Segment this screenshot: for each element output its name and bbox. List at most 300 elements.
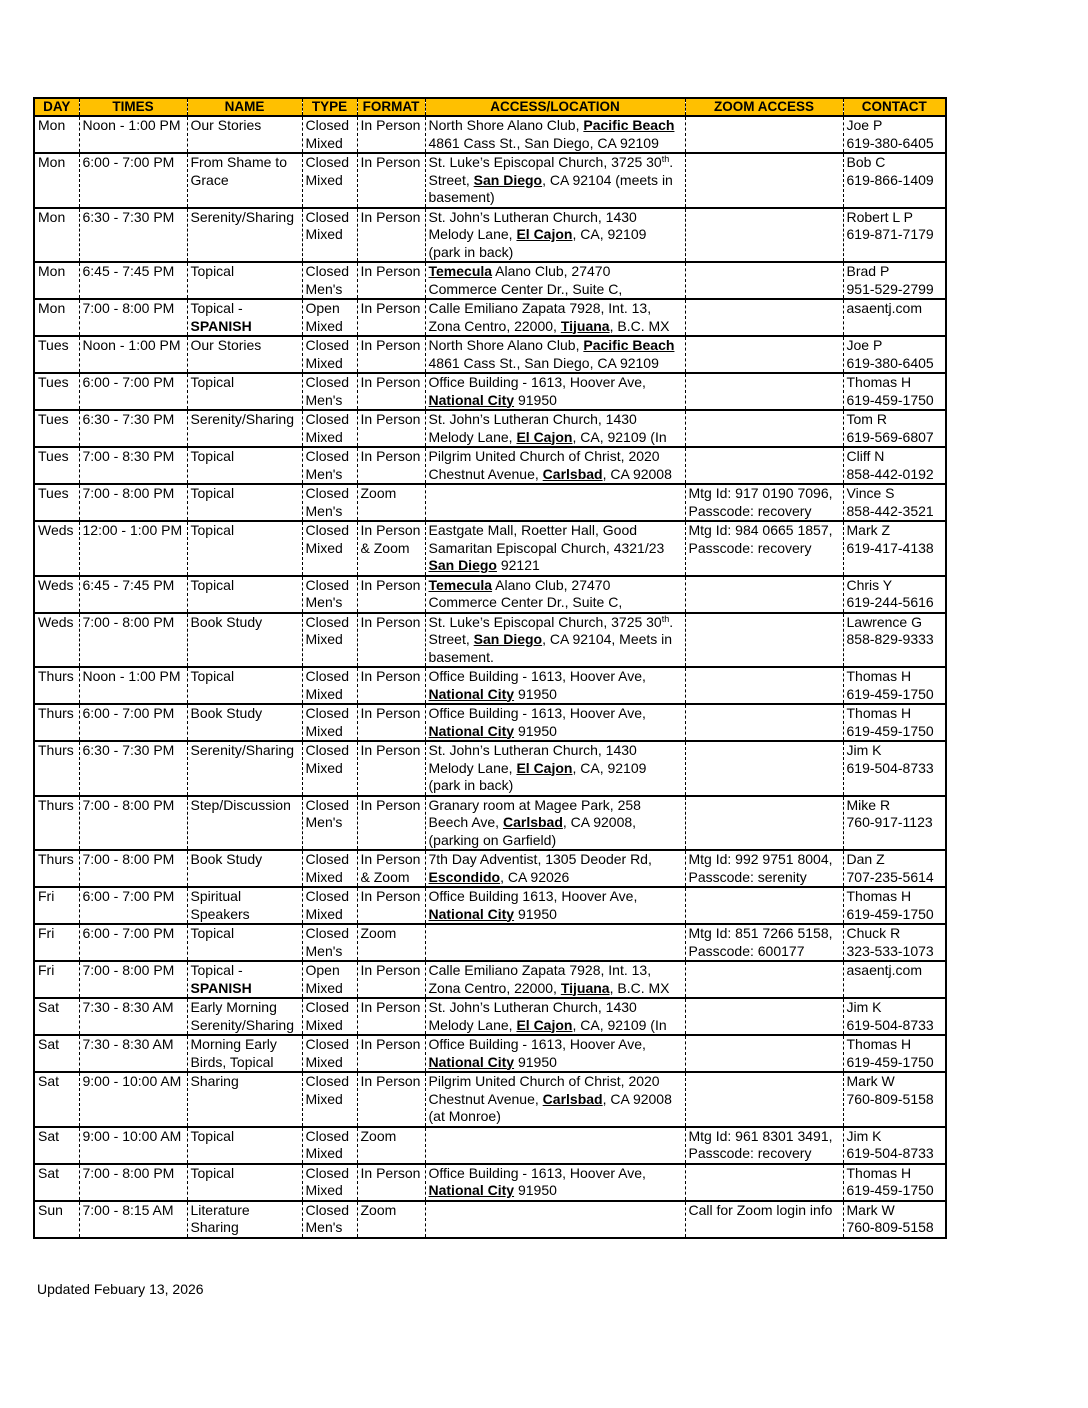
cell-line: 619-417-4138 [846,539,934,556]
table-row [34,208,946,263]
type-cell [302,208,357,263]
zoom-access-cell [685,116,843,153]
cell-line: Serenity/Sharing [190,208,295,225]
location-text: St. John’s Lutheran Church, 1430 [428,999,637,1015]
location-cell [425,116,685,153]
cell-line: Early Morning [190,999,277,1015]
location-line [429,1165,683,1183]
location-cell [425,336,685,373]
location-line [429,1108,683,1126]
contact-cell [843,796,946,851]
city-name: El Cajon [516,759,573,776]
name-cell [187,521,302,576]
cell-line: Mixed [305,428,343,445]
type-cell [302,1127,357,1164]
location-line [429,705,683,723]
cell-line: Step/Discussion [190,796,291,813]
cell-line: Mixed [305,979,343,996]
cell-line: Closed [305,154,350,170]
type-cell [302,1072,357,1127]
location-text: 91950 [514,1182,557,1198]
table-row [34,850,946,887]
cell-line: SPANISH [190,317,252,334]
name-cell [187,1127,302,1164]
type-cell [302,1035,357,1072]
cell-line: Closed [305,796,350,813]
location-cell [425,961,685,998]
location-line [429,172,683,190]
format-cell [357,208,425,263]
location-line [429,631,683,649]
cell-line: In Person [360,1036,421,1052]
format-cell [357,410,425,447]
cell-line: Closed [305,448,350,464]
zoom-access-cell [685,484,843,521]
cell-line: Zoom [360,925,397,941]
location-text: , CA 92008 [602,465,672,482]
cell-line: Mixed [305,134,343,151]
cell-line: Men's [305,502,343,519]
format-cell [357,1201,425,1238]
cell-line: 619-459-1750 [846,1182,934,1198]
cell-line: 760-809-5158 [846,1090,934,1107]
name-cell [187,373,302,410]
header-times: TIMES [79,98,187,116]
cell-line: From Shame to [190,154,287,170]
times-cell: 6:00 - 7:00 PM [79,373,187,410]
format-cell [357,850,425,887]
cell-line: Closed [305,1073,350,1089]
cell-line: Cliff N [846,448,885,464]
cell-line: 323-533-1073 [846,942,934,959]
cell-line: Mtg Id: 851 7266 5158, [688,925,833,941]
name-cell [187,613,302,668]
location-line [429,1017,683,1035]
table-row [34,667,946,704]
location-text: Melody Lane, [428,1016,517,1033]
type-cell [302,613,357,668]
cell-line: In Person [360,411,421,427]
location-cell [425,576,685,613]
cell-line: Topical [190,263,235,279]
location-text: St. John’s Lutheran Church, 1430 [428,208,637,225]
type-cell [302,998,357,1035]
location-cell [425,521,685,576]
cell-line: Serenity/Sharing [190,411,295,427]
cell-line: Topical [190,448,235,464]
location-cell [425,447,685,484]
cell-line: & Zoom [360,539,410,556]
cell-line: In Person [360,208,421,225]
day-cell: Sat [34,1164,79,1201]
type-cell [302,961,357,998]
cell-line: Zoom [360,485,397,501]
day-cell: Tues [34,484,79,521]
cell-line: Closed [305,925,350,941]
cell-line: asaentj.com [846,300,922,316]
day-cell: Sat [34,1127,79,1164]
cell-line: Passcode: recovery [688,1145,812,1161]
contact-cell [843,667,946,704]
cell-line: Mixed [305,685,343,702]
location-text: Eastgate Mall, Roetter Hall, Good [428,522,638,538]
location-text: Samaritan Episcopal Church, 4321/23 [428,539,665,556]
meeting-schedule [33,97,945,1239]
type-cell [302,667,357,704]
contact-cell [843,850,946,887]
meeting-table [33,97,947,1239]
name-cell [187,667,302,704]
day-cell: Mon [34,299,79,336]
cell-line: 760-917-1123 [846,814,933,830]
contact-cell [843,447,946,484]
cell-line: Mark W [846,1201,895,1218]
cell-line: In Person [360,796,421,813]
name-cell [187,796,302,851]
cell-line: In Person [360,851,421,867]
updated-date: Updated Febuary 13, 2026 [37,1281,204,1297]
contact-cell [843,208,946,263]
location-cell [425,1072,685,1127]
location-line [429,851,683,869]
cell-line: Zoom [360,1201,397,1218]
cell-line: Closed [305,117,350,133]
table-row [34,1201,946,1238]
header-row [34,98,946,116]
table-row [34,741,946,796]
location-line [429,742,683,760]
table-row [34,924,946,961]
cell-line: 619-866-1409 [846,171,934,188]
location-text: 7th Day Adventist, 1305 Deoder Rd, [428,851,652,867]
zoom-access-cell [685,796,843,851]
cell-line: Men's [305,942,343,959]
location-text: , B.C. MX [609,979,670,996]
cell-line: Thomas H [846,668,912,684]
location-text: 91950 [514,905,557,922]
location-cell [425,998,685,1035]
day-cell: Mon [34,116,79,153]
times-cell: 7:00 - 8:00 PM [79,613,187,668]
table-row [34,1035,946,1072]
location-line [429,1091,683,1109]
location-line [429,614,683,632]
cell-line: Men's [305,814,343,830]
location-line [429,962,683,980]
ordinal-suffix: th [661,154,670,164]
cell-line: Closed [305,613,350,630]
zoom-access-cell [685,850,843,887]
format-cell [357,924,425,961]
format-cell [357,1035,425,1072]
location-text: St. John’s Lutheran Church, 1430 [428,742,637,758]
table-row [34,576,946,613]
format-cell [357,1072,425,1127]
cell-line: Chris Y [846,576,893,593]
day-cell: Tues [34,373,79,410]
city-name: Carlsbad [542,1090,603,1107]
cell-line: Spiritual [190,888,242,904]
cell-line: Closed [305,208,350,225]
location-line [429,318,683,336]
location-cell [425,373,685,410]
name-cell [187,1072,302,1127]
cell-line: Men's [305,1219,343,1235]
contact-cell [843,576,946,613]
day-cell: Weds [34,576,79,613]
type-cell [302,410,357,447]
location-text: , CA, 92109 [572,226,647,242]
zoom-access-cell [685,1164,843,1201]
contact-cell [843,521,946,576]
cell-line: Mixed [305,631,343,647]
cell-line: Topical [190,925,235,941]
cell-line: Bob C [846,154,886,170]
zoom-access-cell [685,613,843,668]
name-cell [187,1164,302,1201]
type-cell [302,116,357,153]
name-cell [187,741,302,796]
cell-line: Passcode: serenity [688,868,807,885]
times-cell: 7:00 - 8:00 PM [79,1164,187,1201]
cell-line: Passcode: recovery [688,502,812,519]
times-cell: 9:00 - 10:00 AM [79,1127,187,1164]
location-cell [425,796,685,851]
cell-line: Closed [305,263,350,279]
location-line [429,869,683,887]
location-line [429,226,683,244]
cell-line: Robert L P [846,208,913,225]
location-cell [425,1127,685,1164]
city-name: El Cajon [516,428,573,445]
name-cell [187,208,302,263]
zoom-access-cell [685,521,843,576]
cell-line: Closed [305,411,350,427]
city-name: El Cajon [516,226,573,242]
location-text: (at Monroe) [428,1108,501,1124]
location-text: Pilgrim United Church of Christ, 2020 [428,1073,660,1089]
times-cell: 6:45 - 7:45 PM [79,262,187,299]
name-cell [187,447,302,484]
location-text: 92121 [496,557,540,573]
location-line [429,411,683,429]
type-cell [302,887,357,924]
location-cell [425,887,685,924]
location-line [429,668,683,686]
cell-line: Topical [190,485,235,501]
day-cell: Thurs [34,850,79,887]
cell-line: Thomas H [846,888,912,904]
cell-line: In Person [360,888,421,904]
type-cell [302,741,357,796]
day-cell: Sat [34,998,79,1035]
zoom-access-cell [685,299,843,336]
cell-line: Mixed [305,317,343,334]
format-cell [357,484,425,521]
cell-line: Closed [305,374,350,390]
cell-line: In Person [360,154,421,170]
contact-cell [843,1127,946,1164]
location-line [429,244,683,262]
cell-line: Mixed [305,226,343,242]
times-cell: 6:30 - 7:30 PM [79,741,187,796]
times-cell: 6:00 - 7:00 PM [79,704,187,741]
location-line [429,1036,683,1054]
contact-cell [843,410,946,447]
cell-line: 619-459-1750 [846,1053,934,1070]
cell-line: 619-871-7179 [846,226,934,242]
cell-line: Morning Early [190,1036,277,1052]
location-line [429,777,683,795]
cell-line: Chuck R [846,925,901,941]
city-name: National City [428,685,515,702]
cell-line: Thomas H [846,1164,912,1181]
cell-line: Closed [305,337,350,353]
zoom-access-cell [685,887,843,924]
times-cell: Noon - 1:00 PM [79,116,187,153]
type-cell [302,704,357,741]
day-cell: Sat [34,1072,79,1127]
times-cell: 7:00 - 8:00 PM [79,961,187,998]
cell-line: Closed [305,485,350,501]
zoom-access-cell [685,336,843,373]
cell-line: & Zoom [360,868,410,885]
location-text: , CA 92008, [562,814,637,830]
location-line [429,355,683,373]
cell-line: In Person [360,522,421,538]
type-cell [302,153,357,208]
name-cell [187,262,302,299]
location-line [429,1073,683,1091]
name-cell [187,153,302,208]
location-line [429,797,683,815]
cell-line: Mark Z [846,522,891,538]
location-text: Beech Ave, [428,814,503,830]
city-name: San Diego [428,557,497,573]
contact-cell [843,961,946,998]
times-cell: 7:30 - 8:30 AM [79,1035,187,1072]
format-cell [357,116,425,153]
cell-line: 760-809-5158 [846,1219,934,1235]
format-cell [357,667,425,704]
format-cell [357,447,425,484]
cell-line: In Person [360,337,421,353]
location-text: , CA 92104 (meets in [542,171,673,188]
cell-line: Mixed [305,868,343,885]
table-row [34,521,946,576]
city-name: Temecula [428,263,493,279]
cell-line: In Person [360,962,421,978]
location-line [429,649,683,667]
city-name: National City [428,391,515,408]
location-cell [425,613,685,668]
times-cell: 12:00 - 1:00 PM [79,521,187,576]
cell-line: Mixed [305,1182,343,1198]
location-line [429,263,683,281]
day-cell: Mon [34,208,79,263]
times-cell: 7:00 - 8:00 PM [79,850,187,887]
cell-line: Closed [305,576,350,593]
contact-cell [843,1072,946,1127]
zoom-access-cell [685,704,843,741]
ordinal-suffix: th [661,613,670,624]
cell-line: Birds, Topical [190,1053,274,1070]
location-text: Melody Lane, [428,428,517,445]
zoom-access-cell [685,1035,843,1072]
name-cell [187,998,302,1035]
cell-line: Topical [190,1127,235,1144]
cell-line: Mixed [305,905,343,922]
times-cell: 6:00 - 7:00 PM [79,887,187,924]
location-text: , CA, 92109 [572,759,647,776]
location-line [429,906,683,924]
table-row [34,336,946,373]
location-text: Office Building - 1613, Hoover Ave, [428,1164,646,1181]
city-name: San Diego [473,631,543,647]
cell-line: Thomas H [846,374,912,390]
location-line [429,999,683,1017]
location-text: Alano Club, 27470 [492,263,611,279]
cell-line: Jim K [846,742,882,758]
cell-line: Mixed [305,759,343,776]
zoom-access-cell [685,262,843,299]
cell-line: Mtg Id: 961 8301 3491, [688,1127,833,1144]
city-name: National City [428,1182,515,1198]
cell-line: Jim K [846,999,882,1015]
format-cell [357,299,425,336]
location-line [429,540,683,558]
location-line [429,189,683,207]
location-text: , CA 92008 [602,1090,672,1107]
format-cell [357,1164,425,1201]
cell-line: In Person [360,705,421,721]
location-text: Chestnut Avenue, [428,465,543,482]
day-cell: Fri [34,887,79,924]
name-cell [187,1201,302,1238]
table-row [34,410,946,447]
location-text: Calle Emiliano Zapata 7928, Int. 13, [428,962,652,978]
cell-line: Closed [305,705,350,721]
cell-line: In Person [360,117,421,133]
cell-line: Mixed [305,171,343,188]
day-cell: Tues [34,447,79,484]
table-row [34,1127,946,1164]
name-cell [187,336,302,373]
cell-line: In Person [360,668,421,684]
location-text: 4861 Cass St., San Diego, CA 92109 [428,354,659,371]
location-text: , CA 92026 [500,868,570,885]
zoom-access-cell [685,410,843,447]
contact-cell [843,116,946,153]
location-text: , CA, 92109 (In [572,1016,667,1033]
city-name: National City [428,1053,515,1070]
table-row [34,153,946,208]
cell-line: Topical - [190,962,243,978]
location-line [429,594,683,612]
cell-line: 619-569-6807 [846,428,934,445]
location-cell [425,1164,685,1201]
location-cell [425,924,685,961]
table-row [34,796,946,851]
table-row [34,961,946,998]
location-line [429,522,683,540]
cell-line: Closed [305,1036,350,1052]
zoom-access-cell [685,1201,843,1238]
cell-line: Closed [305,1164,350,1181]
cell-line: Mtg Id: 917 0190 7096, [688,485,833,501]
header-zoom-access: ZOOM ACCESS [685,98,843,116]
name-cell [187,704,302,741]
